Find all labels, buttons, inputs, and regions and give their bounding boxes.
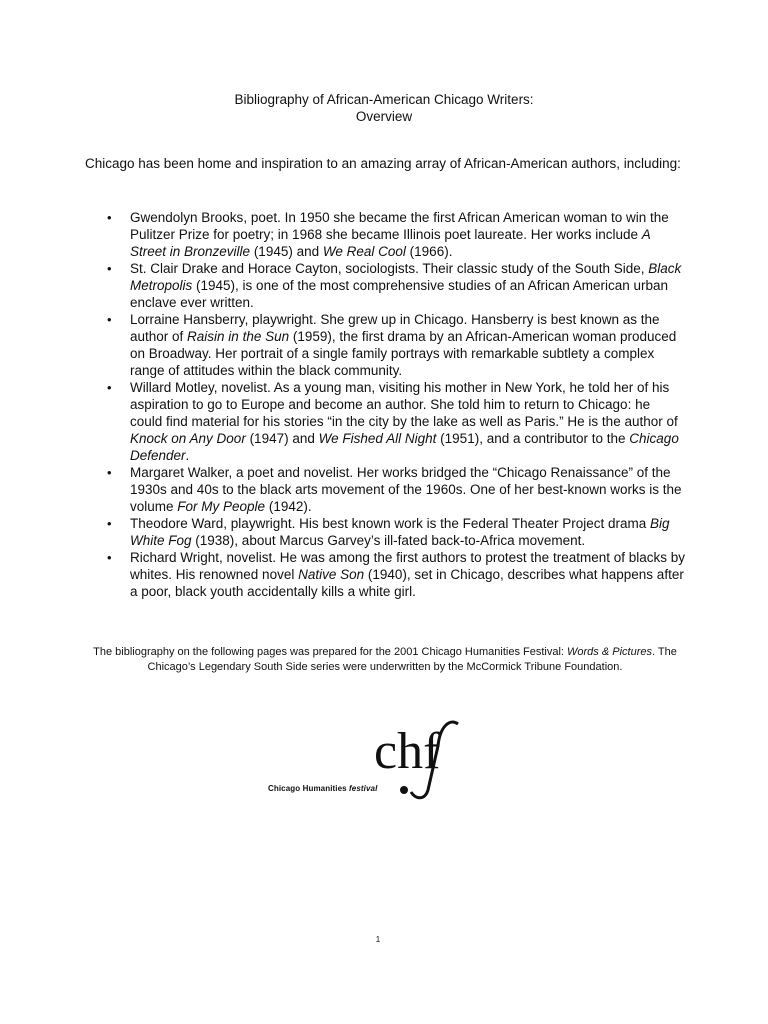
entry-text: , poet. In 1950 she became the first African American woman to win the Pulitzer Prize for poetry; in 1968 she became Illinois poet laureate. Her works include <box>130 210 669 242</box>
document-subtitle: Overview <box>355 109 413 124</box>
entry-text: , novelist. As a young man, visiting his mother in New York, he told her of his aspiration to go to Europe and become an author. She told him to return to Chicago: he could find material for his stories “in the city by the lake as well as Paris.” He is the author of <box>130 380 678 429</box>
footnote <box>75 645 695 675</box>
bullet-icon: • <box>107 516 112 531</box>
footnote-italic: Words & Pictures <box>567 646 652 658</box>
logo-caption-italic: festival <box>349 784 378 793</box>
footnote-text: The bibliography on the following pages was prepared for the 2001 Chicago Humanities Festival: <box>93 646 568 658</box>
list-item <box>85 209 685 260</box>
intro-paragraph: Chicago has been home and inspiration to an amazing array of African-American authors, including: <box>85 156 681 171</box>
entry-text: (1938), about Marcus Garvey’s ill-fated back-to-Africa movement. <box>191 533 586 548</box>
bullet-icon: • <box>107 550 112 565</box>
author-name: Horace Cayton <box>247 261 338 276</box>
logo-caption-main: Chicago Humanities <box>268 784 350 793</box>
entry-text: (1951), and a contributor to the <box>436 431 630 446</box>
work-title: A Street in Bronzeville <box>130 227 651 259</box>
work-title: We Real Cool <box>322 244 406 259</box>
author-name: Theodore Ward <box>130 516 224 531</box>
entry-text: (1945), is one of the most comprehensive studies of an African American urban enclave ever written. <box>130 278 669 310</box>
logo-dot-icon <box>400 786 408 794</box>
chf-logo <box>268 712 478 804</box>
entry-text: (1940), set in Chicago, describes what happens after a poor, black youth accidentally kills a white girl. <box>130 567 684 599</box>
list-item <box>85 549 685 600</box>
author-name: Gwendolyn Brooks <box>130 210 244 225</box>
entry-text: (1966). <box>405 244 453 259</box>
title-block <box>0 91 768 125</box>
author-name: Richard Wright <box>130 550 220 565</box>
bullet-icon: • <box>107 312 112 327</box>
document-title: Bibliography of African-American Chicago Writers: <box>234 92 534 107</box>
work-title: Big White Fog <box>130 516 670 548</box>
work-title: Black Metropolis <box>130 261 682 293</box>
entry-text: (1945) and <box>250 244 323 259</box>
author-name: Margaret Walker <box>130 465 229 480</box>
list-item <box>85 379 685 464</box>
list-item <box>85 260 685 311</box>
work-title: We Fished All Night <box>318 431 437 446</box>
entry-text: , playwright. His best known work is the Federal Theater Project drama <box>223 516 650 531</box>
bullet-icon: • <box>107 261 112 276</box>
bullet-icon: • <box>107 380 112 395</box>
page-number: 1 <box>375 935 381 944</box>
author-name: St. Clair Drake <box>130 261 218 276</box>
entry-text: and <box>217 261 248 276</box>
footnote-text-end: . The Chicago’s Legendary South Side series were underwritten by the McCormick Tribune Foundation. <box>147 646 677 673</box>
entry-text: , playwright. She grew up in Chicago. Hansberry is best known as the author of <box>130 312 660 344</box>
list-item <box>85 515 685 549</box>
work-title: Knock on Any Door <box>130 431 246 446</box>
entry-text: (1959), the first drama by an African-American woman produced on Broadway. Her portrait of a single family portrays with remarkable subtlety a complex range of attitudes within the black community. <box>130 329 677 378</box>
work-title: Raisin in the Sun <box>187 329 290 344</box>
bullet-icon: • <box>107 210 112 225</box>
author-name: Lorraine Hansberry <box>130 312 245 327</box>
list-item <box>85 311 685 379</box>
entry-text: , novelist. He was among the first authors to protest the treatment of blacks by whites. His renowned novel <box>130 550 686 582</box>
work-title: Native Son <box>298 567 365 582</box>
entry-text: , sociologists. Their classic study of the South Side, <box>337 261 649 276</box>
entry-text: (1947) and <box>245 431 319 446</box>
author-name: Willard Motley <box>130 380 214 395</box>
bullet-icon: • <box>107 465 112 480</box>
work-title: For My People <box>177 499 266 514</box>
logo-caption <box>268 784 377 793</box>
entry-text: . <box>185 448 190 463</box>
entry-text: (1942). <box>265 499 312 514</box>
author-list <box>85 209 685 600</box>
list-item <box>85 464 685 515</box>
logo-letters: chf <box>374 723 441 780</box>
work-title: Chicago Defender <box>130 431 679 463</box>
entry-text: , a poet and novelist. Her works bridged the “Chicago Renaissance” of the 1930s and 40s to the black arts movement of the 1960s. One of her best-known works is the volume <box>130 465 682 514</box>
